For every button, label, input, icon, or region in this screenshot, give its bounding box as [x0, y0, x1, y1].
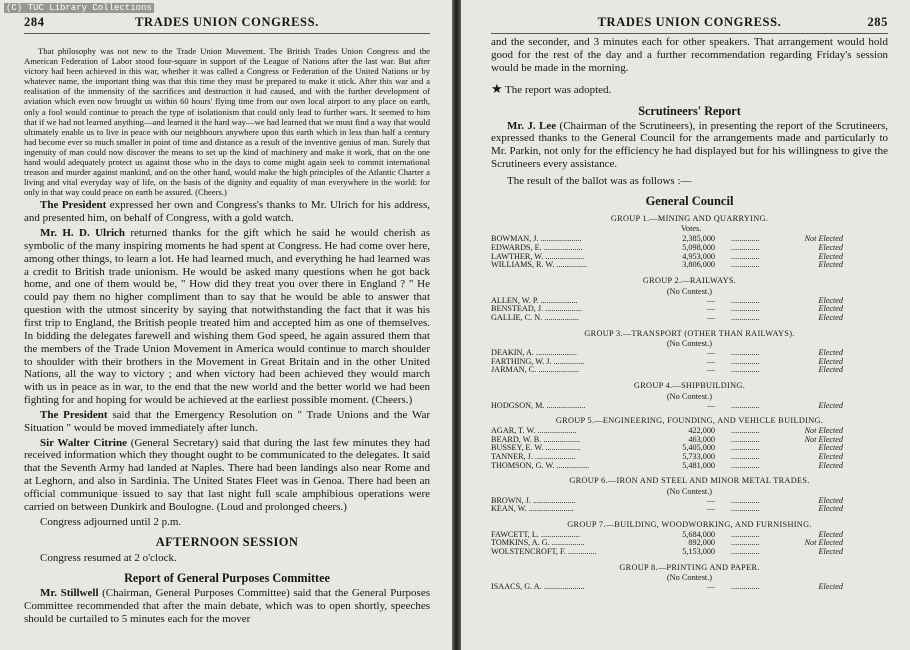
candidate-name: WILLIAMS, R. W. ............... [491, 261, 588, 270]
candidate-result: Elected [818, 251, 843, 261]
group-title: GROUP 5.—ENGINEERING, FOUNDING, AND VEHICLE BUILDING. [555, 416, 824, 426]
candidate-votes: 422,000 [688, 425, 715, 435]
candidate-votes: 892,000 [688, 538, 715, 548]
leader-dots: .............. [731, 401, 760, 410]
candidate-result: Elected [818, 356, 843, 366]
ballot-results [491, 214, 888, 592]
stillwell-paragraph [24, 587, 430, 626]
gpc-report-heading: Report of General Purposes Committee [124, 571, 330, 586]
candidate-votes: — [706, 582, 715, 592]
ballot-row [491, 402, 888, 411]
candidate-name: FARTHING, W. J. ............... [491, 357, 585, 366]
candidate-name: ALLEN, W. P. .................. [491, 296, 578, 305]
leader-dots: .............. [731, 426, 760, 435]
candidate-result: Elected [818, 260, 843, 270]
leader-dots: .............. [731, 261, 760, 270]
candidate-votes: — [706, 504, 715, 514]
candidate-result: Elected [818, 460, 843, 470]
adjourned-line: Congress adjourned until 2 p.m. [40, 515, 182, 528]
candidate-name: EDWARDS, E. ................... [491, 243, 583, 252]
candidate-result: Elected [818, 242, 843, 252]
no-contest-note: (No Contest.) [666, 486, 713, 496]
ballot-row [491, 548, 888, 557]
candidate-name: FAWCETT, L. ................... [491, 530, 580, 539]
ballot-row [491, 583, 888, 592]
ballot-group [491, 520, 888, 557]
group-title: GROUP 2.—RAILWAYS. [642, 276, 737, 285]
adopted-text: The report was adopted. [505, 83, 612, 96]
paragraph-text: expressed her own and Congress's thanks to Mr. Ulrich for his address, and presented him, on behalf of Congress, with a gold watch. [24, 199, 430, 225]
candidate-name: HODGSON, M. ................... [491, 401, 586, 410]
ballot-row [491, 261, 888, 270]
candidate-votes: 463,000 [688, 434, 715, 444]
group-title: GROUP 4.—SHIPBUILDING. [633, 381, 746, 391]
no-contest-note: (No Contest.) [666, 339, 713, 349]
candidate-result: Elected [818, 348, 843, 358]
scrutineers-paragraph [491, 120, 888, 171]
candidate-result: Elected [818, 400, 843, 410]
group-title: GROUP 6.—IRON AND STEEL AND MINOR METAL TRADES. [569, 476, 810, 486]
candidate-result: Elected [818, 582, 843, 592]
ulrich-reply-paragraph [24, 227, 430, 407]
ulrich-speech-paragraph: That philosophy was not new to the Trade Union Movement. The British Trades Union Congress and the American Federation of Labor stood four-square in support of the League of Nations after the last war. But after victory had been achieved in this war, whether it was called a Congress or Federation of the United Nations or by whatever name, the important thing was that this time they must be prepared to make it stick. After this war and a realisation of the immensity of the sacrifices and destruction it had caused, and with the further development of aviation which even now brought us within 60 hours' flying time from our own local airport to any place on earth, only a fool would continue to preach the type of isolationism that could only lead to further wars. It seemed to him that if we had not learned anything—and learned it the hard way—we had learned that we must find a way that would ultimately enable us to live in peace with our neighbours anywhere upon this earth which in less than half a century had become ever so much smaller in point of time and distance as a result of the inventive genius of man. Surely that ingenuity of man could now discover the means to set up the kind of machinery and make it work, that on the one hand would adequately protect us against those who in the days to come might again seek to commit international treason and murder against mankind, and on the other hand, would make the high principles of the Atlantic Charter a living and vital everyday way of life, on the basis of the dignity and equality of man everywhere in the world: for only in that way could peace on earth be assured. (Cheers.) [24, 46, 430, 198]
candidate-votes: — [706, 295, 715, 305]
ballot-row [491, 314, 888, 323]
votes-label: Votes. [681, 224, 702, 234]
group-title: GROUP 7.—BUILDING, WOODWORKING, AND FURNISHING. [567, 520, 812, 530]
candidate-name: THOMSON, G. W. ................ [491, 461, 590, 470]
leader-dots: .............. [731, 435, 760, 444]
left-page [0, 0, 452, 650]
afternoon-session-heading: AFTERNOON SESSION [155, 534, 299, 549]
group-title: GROUP 1.—MINING AND QUARRYING. [610, 213, 769, 223]
ballot-group [491, 214, 888, 270]
scrutineers-heading: Scrutineers' Report [638, 103, 741, 118]
candidate-name: TANNER, J. .................... [491, 452, 576, 461]
candidate-name: WOLSTENCROFT, F. .............. [491, 548, 597, 556]
continuation-paragraph: and the seconder, and 3 minutes each for other speakers. That arrangement would hold good for the rest of the day and a further recommendation regarding Friday's session would be made in the morning. [491, 36, 888, 74]
candidate-votes: — [706, 356, 715, 366]
speaker-name: Mr. H. D. Ulrich [40, 227, 126, 240]
candidate-result: Elected [818, 547, 843, 556]
group-title: GROUP 3.—TRANSPORT (OTHER THAN RAILWAYS). [584, 328, 795, 338]
candidate-result: Elected [818, 312, 843, 322]
page-number-left: 284 [24, 15, 45, 29]
leader-dots: .............. [731, 444, 760, 453]
ballot-row [491, 462, 888, 471]
resumed-line: Congress resumed at 2 o'clock. [40, 551, 177, 564]
star-icon: ★ [491, 80, 503, 96]
leader-dots: .............. [731, 235, 760, 244]
candidate-name: ISAACS, G. A. .................... [491, 583, 585, 592]
leader-dots: .............. [731, 243, 760, 252]
candidate-result: Elected [818, 529, 843, 539]
leader-dots: .............. [731, 366, 760, 375]
candidate-votes: — [706, 348, 715, 358]
report-adopted-line [491, 82, 888, 97]
candidate-votes: — [706, 304, 715, 314]
running-title-right: TRADES UNION CONGRESS. [597, 15, 782, 29]
ballot-row [491, 366, 888, 375]
candidate-name: TOMKINS, A. G. ................ [491, 539, 585, 548]
leader-dots: .............. [731, 496, 760, 505]
candidate-result: Not Elected [804, 434, 843, 444]
no-contest-note: (No Contest.) [666, 573, 713, 583]
paragraph-text: (General Secretary) said that during the last few minutes they had received information which they thought ought to be communicated to the delegates. It said that the Seventh Army had landed at Naples. There had been landings also near Rome and at Leghorn, and also in Sardinia. The United States Fleet was in Genoa. There had been an official communique issued to say that last night full scale amphibious operations were carried on between Dunkirk and Boulogne. (Loud and prolonged cheers.) [24, 436, 430, 513]
page-number-right: 285 [867, 15, 888, 29]
ballot-group [491, 476, 888, 514]
candidate-name: GALLIE, C. N. ................. [491, 313, 580, 322]
candidate-votes: 5,153,000 [682, 547, 715, 556]
paragraph-text: (Chairman, General Purposes Committee) said that the General Purposes Committee recommended that after the main debate, which was to open shortly, speeches should be curtailed to 5 minutes each for the mover [24, 587, 430, 626]
leader-dots: .............. [731, 252, 760, 261]
ballot-group [491, 276, 888, 323]
candidate-name: BUSSEY, E. W. ................. [491, 444, 581, 453]
paragraph-text: said that the Emergency Resolution on " Trade Unions and the War Situation " would be moved immediately after lunch. [24, 408, 430, 434]
leader-dots: .............. [731, 313, 760, 322]
candidate-name: LAWTHER, W. ................... [491, 252, 585, 261]
leader-dots: .............. [731, 305, 760, 314]
candidate-result: Not Elected [804, 234, 843, 244]
candidate-name: KEAN, W. ...................... [491, 505, 574, 514]
leader-dots: .............. [731, 349, 760, 358]
leader-dots: .............. [731, 461, 760, 470]
candidate-name: JARMAN, C. .................... [491, 366, 580, 375]
leader-dots: .............. [731, 530, 760, 539]
ballot-intro: The result of the ballot was as follows :— [507, 174, 692, 187]
left-running-head [24, 11, 430, 34]
president-resolution-paragraph [24, 409, 430, 435]
candidate-result: Elected [818, 295, 843, 305]
right-running-head [491, 11, 888, 34]
group-title: GROUP 8.—PRINTING AND PAPER. [619, 562, 760, 572]
candidate-result: Elected [818, 365, 843, 375]
speaker-name: Mr. J. Lee [507, 119, 557, 132]
leader-dots: .............. [731, 452, 760, 461]
no-contest-note: (No Contest.) [666, 391, 713, 401]
general-council-heading: General Council [645, 193, 734, 208]
citrine-paragraph [24, 437, 430, 514]
candidate-votes: — [706, 400, 715, 410]
candidate-votes: 2,385,000 [682, 234, 715, 244]
ballot-group [491, 329, 888, 376]
candidate-name: BENSTEAD, J. .................. [491, 305, 582, 314]
paragraph-text: returned thanks for the gift which he said he would cherish as symbolic of the many inspiring moments he had spent at Congress. He had come over here, among other things, to learn a lot. He had learned much, and everything he had learned was a credit to British trade unionism. He would be asked many questions when he got back home, and one of them would be, " How did they treat you over there in England ? " He could pay them no higher compliment than to say that he would be able to answer that question with the utmost sincerity by saying that notwithstanding the fact that it was his first trip to England, the British people treated him and accepted him as one of themselves. In bidding the delegates farewell and wishing them God speed, he again assured them that the members of the Trade Union Movement in America would continue to march shoulder to shoulder with their brothers in the Movement in Great Britain and in the other United Nations, all the way to victory ; and when victory had been achieved they would march with us in peace as in war, to the end that the new world and the better world we had been fighting for and hoping for would be achieved at the earliest possible moment. (Cheers.) [24, 227, 430, 407]
running-title-left: TRADES UNION CONGRESS. [135, 15, 319, 29]
leader-dots: .............. [731, 357, 760, 366]
candidate-votes: — [706, 312, 715, 322]
speaker-name: Mr. Stillwell [40, 587, 99, 600]
candidate-result: Elected [818, 495, 843, 505]
candidate-votes: 5,733,000 [682, 451, 715, 461]
candidate-votes: — [706, 365, 715, 375]
candidate-result: Elected [818, 504, 843, 514]
candidate-result: Not Elected [804, 538, 843, 548]
speaker-name: Sir Walter Citrine [40, 436, 127, 449]
president-thanks-paragraph [24, 199, 430, 225]
book-gutter [452, 0, 461, 650]
candidate-votes: 4,953,000 [682, 251, 715, 261]
candidate-votes: 5,098,000 [682, 242, 715, 252]
candidate-result: Elected [818, 304, 843, 314]
leader-dots: .............. [731, 296, 760, 305]
candidate-name: BEARD, W. B. .................. [491, 435, 581, 444]
library-watermark: (C) TUC Library Collections [6, 3, 152, 13]
leader-dots: .............. [731, 539, 760, 548]
candidate-name: BROWN, J. ..................... [491, 496, 576, 505]
ballot-row [491, 505, 888, 514]
ballot-group [491, 381, 888, 410]
candidate-votes: 5,684,000 [682, 529, 715, 539]
paragraph-text: (Chairman of the Scrutineers), in presenting the report of the Scrutineers, expressed thanks to the General Council for the arrangements made and particularly to Mr. Parkin, not only for the efficiency he had displayed but for his willingness to give the Scrutineers every assistance. [491, 119, 888, 171]
right-page [461, 0, 910, 650]
leader-dots: .............. [731, 548, 760, 556]
speaker-name: The President [40, 199, 107, 212]
candidate-result: Not Elected [804, 425, 843, 435]
leader-dots: .............. [731, 583, 760, 592]
no-contest-note: (No Contest.) [666, 286, 713, 296]
speaker-name: The President [40, 408, 108, 421]
candidate-votes: 3,806,000 [682, 260, 715, 270]
ballot-group [491, 563, 888, 592]
candidate-votes: — [706, 495, 715, 505]
leader-dots: .............. [731, 505, 760, 514]
candidate-name: AGAR, T. W. ................... [491, 426, 577, 435]
ballot-group [491, 416, 888, 470]
candidate-result: Elected [818, 443, 843, 453]
candidate-votes: 5,481,000 [682, 460, 715, 470]
candidate-name: BOWMAN, J. .................... [491, 235, 582, 244]
candidate-result: Elected [818, 451, 843, 461]
candidate-name: DEAKIN, A. .................... [491, 349, 577, 358]
candidate-votes: 5,405,000 [682, 443, 715, 453]
